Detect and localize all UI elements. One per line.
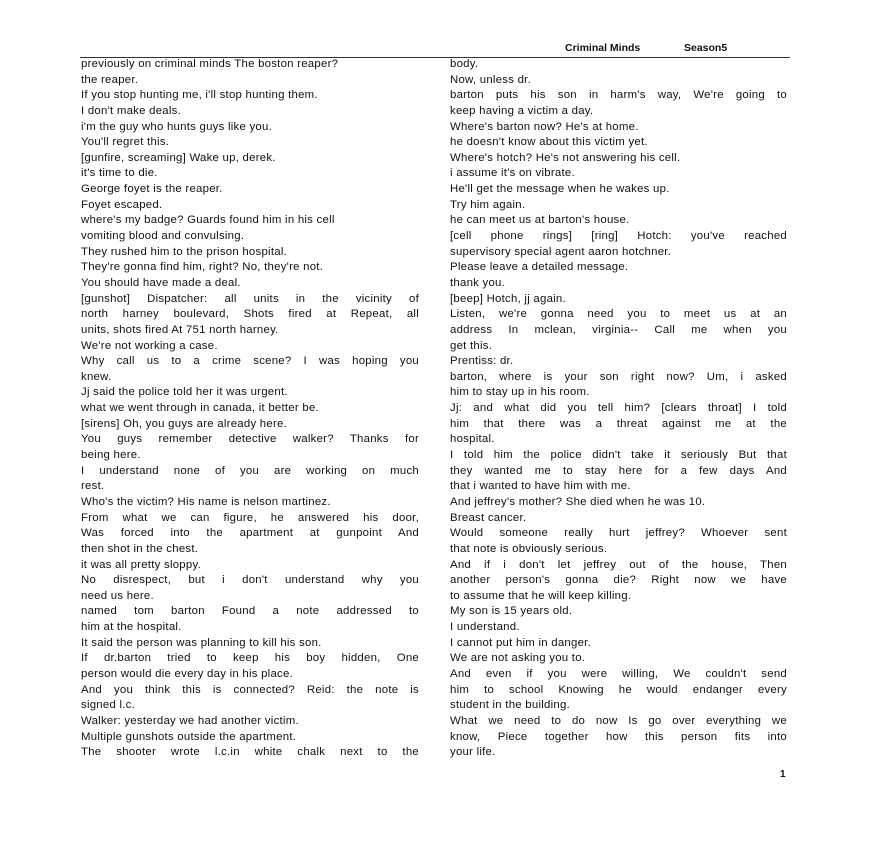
transcript-line: person would die every day in his place. [81, 667, 293, 680]
transcript-line: Why call us to a crime scene? I was hoping you [81, 355, 419, 368]
transcript-line: I told him the police didn't take it seriously But that [450, 449, 787, 462]
transcript-line: You should have made a deal. [81, 276, 241, 289]
transcript-line: they wanted me to stay here for a few days And [450, 464, 787, 477]
transcript-line: And jeffrey's mother? She died when he was 10. [450, 495, 706, 508]
transcript-line: [gunfire, screaming] Wake up, derek. [81, 151, 276, 164]
transcript-line: From what we can figure, he answered his door, [81, 511, 419, 524]
transcript-line: It said the person was planning to kill his son. [81, 636, 322, 649]
transcript-line: signed l.c. [81, 699, 136, 712]
transcript-line: i assume it's on vibrate. [450, 167, 575, 180]
transcript-line: he can meet us at barton's house. [450, 214, 630, 227]
transcript-line: [sirens] Oh, you guys are already here. [81, 417, 288, 430]
transcript-line: your life. [450, 746, 496, 759]
transcript-line: Please leave a detailed message. [450, 261, 629, 274]
transcript-line: You guys remember detective walker? Thanks for [81, 433, 419, 446]
transcript-line: body. [450, 58, 479, 70]
transcript-line: where's my badge? Guards found him in his cell [81, 214, 335, 227]
transcript-line: that note is obviously serious. [450, 542, 608, 555]
transcript-line: north harney boulevard, Shots fired at Repeat, all [81, 308, 419, 321]
transcript-line: Where's hotch? He's not answering his cell. [450, 151, 681, 164]
transcript-line: Listen, we're gonna need you to meet us at an [450, 308, 787, 321]
transcript-line: he doesn't know about this victim yet. [450, 136, 648, 149]
transcript-line: If you stop hunting me, i'll stop hunting them. [81, 89, 318, 102]
transcript-line: Jj said the police told her it was urgent. [81, 386, 288, 399]
transcript-line: Breast cancer. [450, 511, 527, 524]
left-column [81, 57, 419, 761]
transcript-line: thank you. [450, 276, 506, 289]
transcript-line: Where's barton now? He's at home. [450, 120, 639, 133]
transcript-line: that i wanted to have him with me. [450, 480, 631, 493]
transcript-line: know, Piece together how this person fits into [450, 730, 787, 743]
transcript-line: student in the building. [450, 699, 570, 712]
transcript-line: We are not asking you to. [450, 652, 586, 665]
transcript-line: I understand none of you are working on much [81, 464, 419, 477]
transcript-line: My son is 15 years old. [450, 605, 573, 618]
transcript-line: rest. [81, 480, 105, 493]
header-title: Criminal Minds [565, 42, 641, 54]
transcript-line: vomiting blood and convulsing. [81, 230, 245, 243]
transcript-line: Was forced into the apartment at gunpoint And [81, 527, 419, 540]
transcript-line: Would someone really hurt jeffrey? Whoever sent [450, 527, 787, 540]
transcript-line: another person's gonna die? Right now we have [450, 574, 787, 587]
transcript-line: keep having a victim a day. [450, 104, 594, 117]
transcript-line: him at the hospital. [81, 621, 182, 634]
transcript-line: And even if you were willing, We couldn't send [450, 667, 787, 680]
transcript-line: Now, unless dr. [450, 73, 531, 86]
transcript-line: [gunshot] Dispatcher: all units in the vicinity of [81, 292, 419, 305]
transcript-line: They're gonna find him, right? No, they're not. [81, 261, 324, 274]
transcript-line: Prentiss: dr. [450, 355, 514, 368]
transcript-line: George foyet is the reaper. [81, 183, 223, 196]
transcript-line: what we went through in canada, it better be. [81, 402, 319, 415]
transcript-line: it was all pretty sloppy. [81, 558, 201, 571]
transcript-line: need us here. [81, 589, 154, 602]
transcript-line: barton puts his son in harm's way, We're going to [450, 89, 787, 102]
transcript-line: being here. [81, 449, 141, 462]
transcript-line: the reaper. [81, 73, 139, 86]
transcript-line: get this. [450, 339, 493, 352]
transcript-line: He'll get the message when he wakes up. [450, 183, 670, 196]
page-number: 1 [780, 769, 786, 780]
transcript-line: him that there was a threat against me at the [450, 417, 787, 430]
transcript-line: And you think this is connected? Reid: the note is [81, 683, 419, 696]
transcript-line: him to school Knowing he would endanger every [450, 683, 787, 696]
transcript-line: I understand. [450, 621, 520, 634]
transcript-line: him to stay up in his room. [450, 386, 590, 399]
transcript-line: What we need to do now Is go over everything we [450, 714, 787, 727]
transcript-line: Walker: yesterday we had another victim. [81, 714, 299, 727]
transcript-line: The shooter wrote l.c.in white chalk next to the [81, 746, 419, 759]
transcript-line: supervisory special agent aaron hotchner. [450, 245, 672, 258]
right-column [450, 57, 787, 761]
transcript-line: Foyet escaped. [81, 198, 163, 211]
transcript-line: If dr.barton tried to keep his boy hidden, One [81, 652, 419, 665]
transcript-line: We're not working a case. [81, 339, 218, 352]
transcript-line: named tom barton Found a note addressed to [81, 605, 419, 618]
transcript-line: Try him again. [450, 198, 526, 211]
page-header [0, 42, 870, 58]
transcript-line: [cell phone rings] [ring] Hotch: you've reached [450, 230, 787, 243]
transcript-line: to assume that he will keep killing. [450, 589, 632, 602]
transcript-line: units, shots fired At 751 north harney. [81, 323, 279, 336]
transcript-line: i'm the guy who hunts guys like you. [81, 120, 272, 133]
transcript-line: [beep] Hotch, jj again. [450, 292, 566, 305]
transcript-line: barton, where is your son right now? Um, i asked [450, 370, 787, 383]
transcript-line: knew. [81, 370, 112, 383]
transcript-line: Multiple gunshots outside the apartment. [81, 730, 297, 743]
header-season: Season5 [684, 42, 728, 54]
transcript-line: it's time to die. [81, 167, 158, 180]
transcript-line: address In mclean, virginia-- Call me when you [450, 323, 787, 336]
transcript-line: I cannot put him in danger. [450, 636, 591, 649]
transcript-line: You'll regret this. [81, 136, 170, 149]
transcript-line: Who's the victim? His name is nelson martinez. [81, 495, 331, 508]
transcript-line: previously on criminal minds The boston reaper? [81, 58, 339, 70]
transcript-line: I don't make deals. [81, 104, 182, 117]
transcript-line: hospital. [450, 433, 495, 446]
transcript-line: And if i don't let jeffrey out of the house, Then [450, 558, 787, 571]
transcript-line: Jj: and what did you tell him? [clears throat] I told [450, 402, 787, 415]
transcript-line: They rushed him to the prison hospital. [81, 245, 288, 258]
transcript-line: then shot in the chest. [81, 542, 199, 555]
transcript-line: No disrespect, but i don't understand why you [81, 574, 419, 587]
